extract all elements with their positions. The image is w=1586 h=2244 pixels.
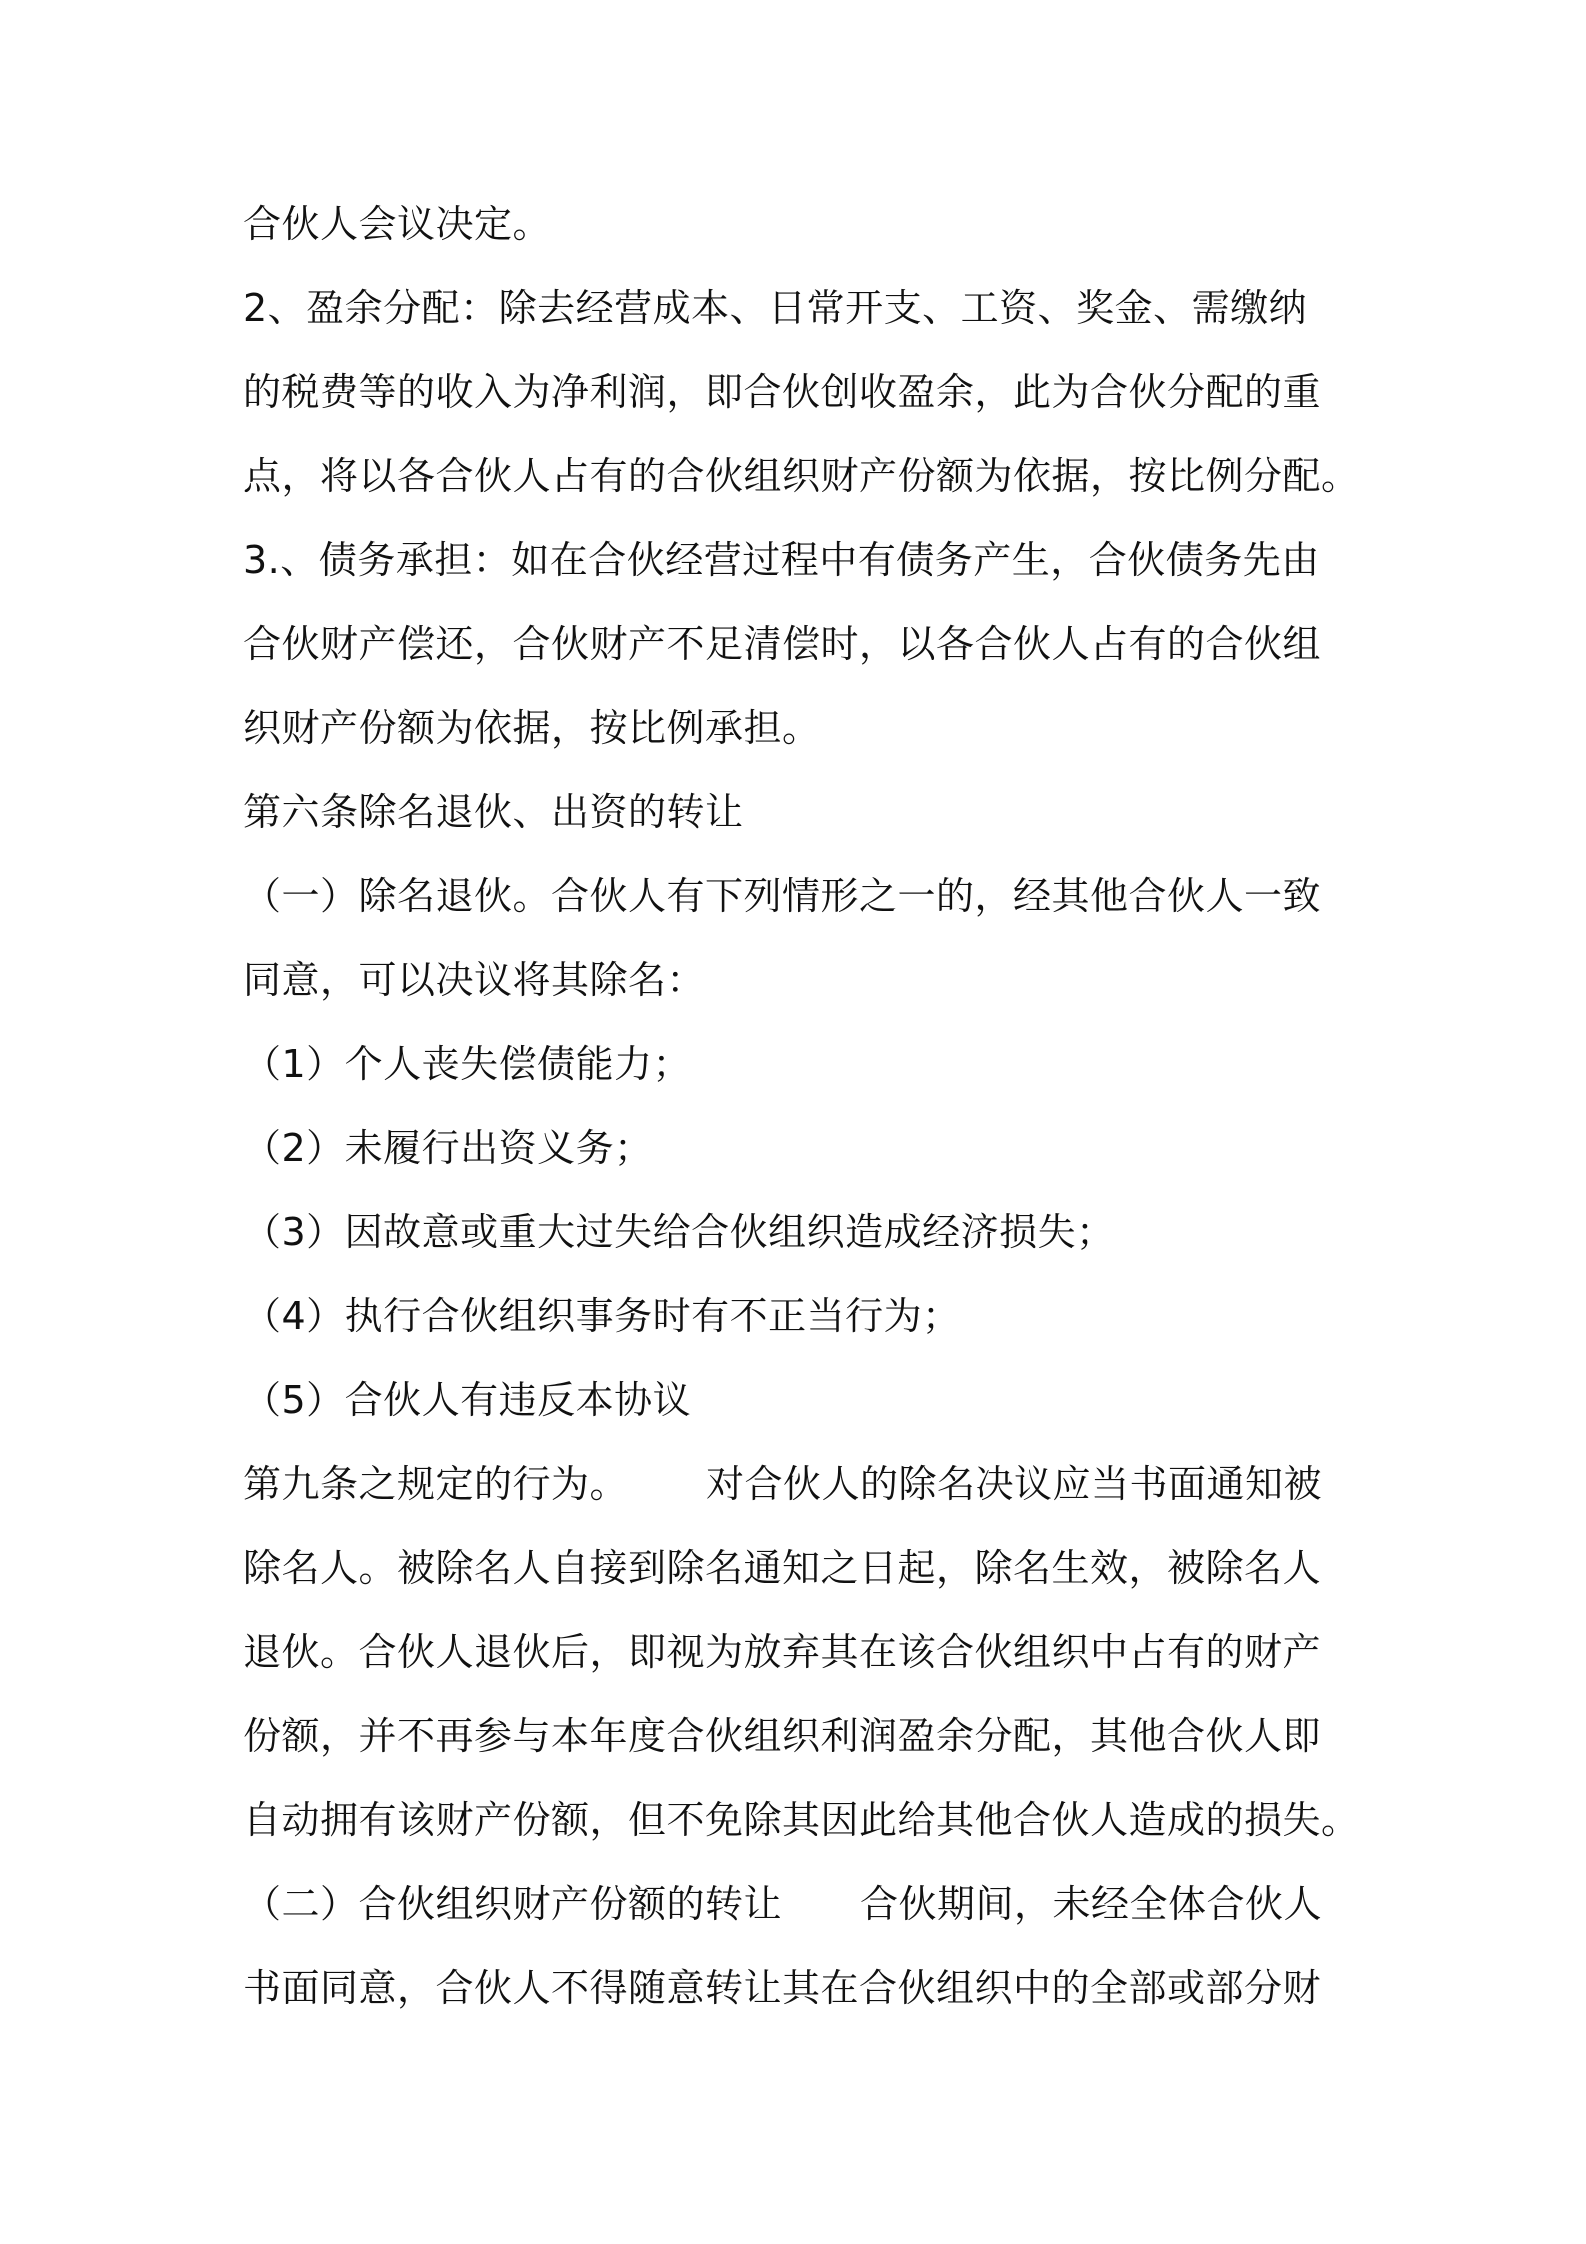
text-line: 同意，可以决议将其除名： [243,958,706,1002]
text-line: （一）除名退伙。合伙人有下列情形之一的，经其他合伙人一致 [243,874,1322,918]
text-line: 2、盈余分配：除去经营成本、日常开支、工资、奖金、需缴纳 [243,286,1308,330]
text-line: 书面同意，合伙人不得随意转让其在合伙组织中的全部或部分财 [243,1966,1322,2010]
text-line [243,1874,1368,1934]
text-line: 合伙财产偿还，合伙财产不足清偿时，以各合伙人占有的合伙组 [243,622,1322,666]
text-segment: 对合伙人的除名决议应当书面通知被 [706,1462,1323,1506]
text-segment: 合伙期间，未经全体合伙人 [860,1882,1323,1926]
text-line: 退伙。合伙人退伙后，即视为放弃其在该合伙组织中占有的财产 [243,1630,1322,1674]
text-line: 合伙人会议决定。 [243,202,552,246]
list-item: （2）未履行出资义务； [243,1126,653,1170]
text-line: 的税费等的收入为净利润，即合伙创收盈余，此为合伙分配的重 [243,370,1322,414]
text-line: 织财产份额为依据，按比例承担。 [243,706,821,750]
text-line [243,1454,1368,1514]
text-line: 份额，并不再参与本年度合伙组织利润盈余分配，其他合伙人即 [243,1714,1322,1758]
list-item: （3）因故意或重大过失给合伙组织造成经济损失； [243,1210,1115,1254]
list-item: （4）执行合伙组织事务时有不正当行为； [243,1294,961,1338]
text-line: 自动拥有该财产份额，但不免除其因此给其他合伙人造成的损失。 [243,1798,1360,1842]
text-line: 除名人。被除名人自接到除名通知之日起，除名生效，被除名人 [243,1546,1322,1590]
text-segment: 第九条之规定的行为。 [243,1462,629,1506]
text-segment: （二）合伙组织财产份额的转让 [243,1882,783,1926]
text-line: 3.、债务承担：如在合伙经营过程中有债务产生，合伙债务先由 [243,538,1320,582]
section-heading: 第六条除名退伙、出资的转让 [243,790,744,834]
list-item: （1）个人丧失偿债能力； [243,1042,692,1086]
list-item: （5）合伙人有违反本协议 [243,1378,692,1422]
text-line: 点，将以各合伙人占有的合伙组织财产份额为依据，按比例分配。 [243,454,1360,498]
